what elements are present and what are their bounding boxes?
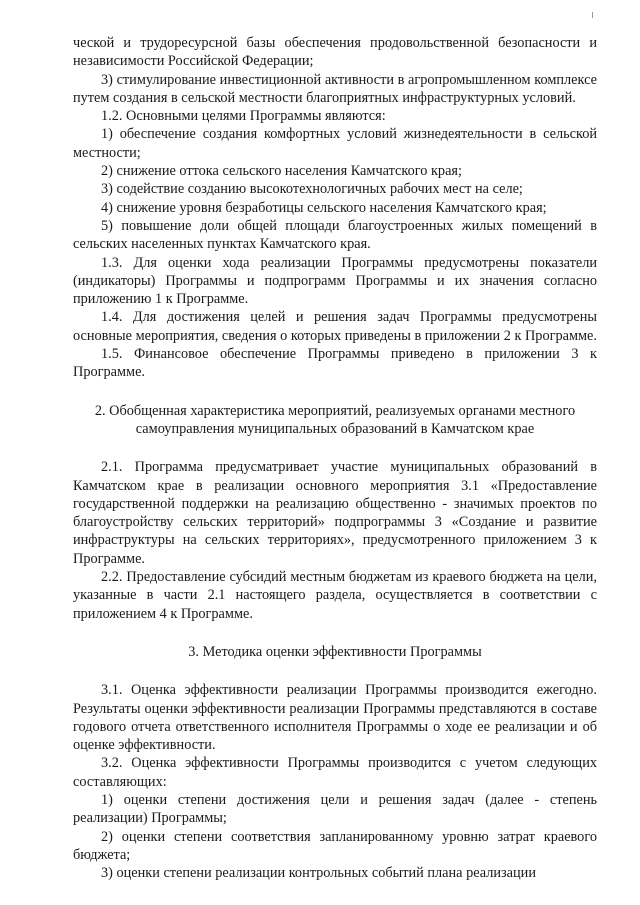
section2-body [73, 458, 597, 623]
paragraph: 3.2. Оценка эффективности Программы производится с учетом следующих составляющих: [73, 755, 597, 790]
paragraph: 3.1. Оценка эффективности реализации Программы производится ежегодно. Результаты оценки эффективности реализации Программы представляются в составе годового отчета ответственного исполнителя Программы о ходе ее реализации и об оценке эффективности. [73, 682, 597, 754]
section1-continuation [73, 34, 597, 382]
paragraph: 1.3. Для оценки хода реализации Программы предусмотрены показатели (индикаторы) Программы и подпрограмм Программы и их значения согласно приложению 1 к Программе. [73, 254, 597, 308]
paragraph: 3) стимулирование инвестиционной активности в агропромышленном комплексе путем создания в сельской местности благоприятных инфраструктурных условий. [73, 71, 597, 106]
paragraph: 1) обеспечение создания комфортных условий жизнедеятельности в сельской местности; [73, 126, 597, 161]
scan-mark [592, 12, 593, 18]
paragraph: 2) оценки степени соответствия запланированному уровню затрат краевого бюджета; [73, 828, 597, 863]
section3-body [73, 681, 597, 882]
paragraph: 1) оценки степени достижения цели и решения задач (далее - степень реализации) Программы; [73, 791, 597, 827]
paragraph: 1.4. Для достижения целей и решения задач Программы предусмотрены основные мероприятия, сведения о которых приведены в приложении 2 к Программе. [73, 309, 597, 344]
paragraph: 2.1. Программа предусматривает участие муниципальных образований в Камчатском крае в реализации основного мероприятия 3.1 «Предоставление государственной поддержки на реализацию общественно - значимых проектов по благоустройству сельских территорий» подпрограммы 3 «Создание и развитие инфраструктуры на сельских территориях», предусмотренного приложением 3 к Программе. [73, 459, 597, 567]
paragraph: 3) содействие созданию высокотехнологичных рабочих мест на селе; [101, 181, 523, 198]
paragraph: 2.2. Предоставление субсидий местным бюджетам из краевого бюджета на цели, указанные в части 2.1 настоящего раздела, осуществляется в соответствии с приложением 4 к Программе. [73, 569, 597, 622]
paragraph: 3) оценки степени реализации контрольных событий плана реализации [101, 865, 536, 882]
paragraph: 2) снижение оттока сельского населения Камчатского края; [101, 163, 462, 180]
paragraph: 1.5. Финансовое обеспечение Программы приведено в приложении 3 к Программе. [73, 346, 597, 381]
section2-heading: 2. Обобщенная характеристика мероприятий, реализуемых органами местного самоуправления муниципальных образований в Камчатском крае [94, 402, 576, 437]
paragraph: 5) повышение доли общей площади благоустроенных жилых помещений в сельских населенных пунктах Камчатского края. [73, 217, 597, 253]
document-page [73, 34, 597, 882]
section3-heading: 3. Методика оценки эффективности Программы [188, 643, 482, 660]
paragraph: 4) снижение уровня безработицы сельского населения Камчатского края; [101, 199, 547, 216]
paragraph: 1.2. Основными целями Программы являются: [101, 108, 386, 125]
paragraph: ческой и трудоресурсной базы обеспечения продовольственной безопасности и независимости Российской Федерации; [73, 35, 597, 70]
